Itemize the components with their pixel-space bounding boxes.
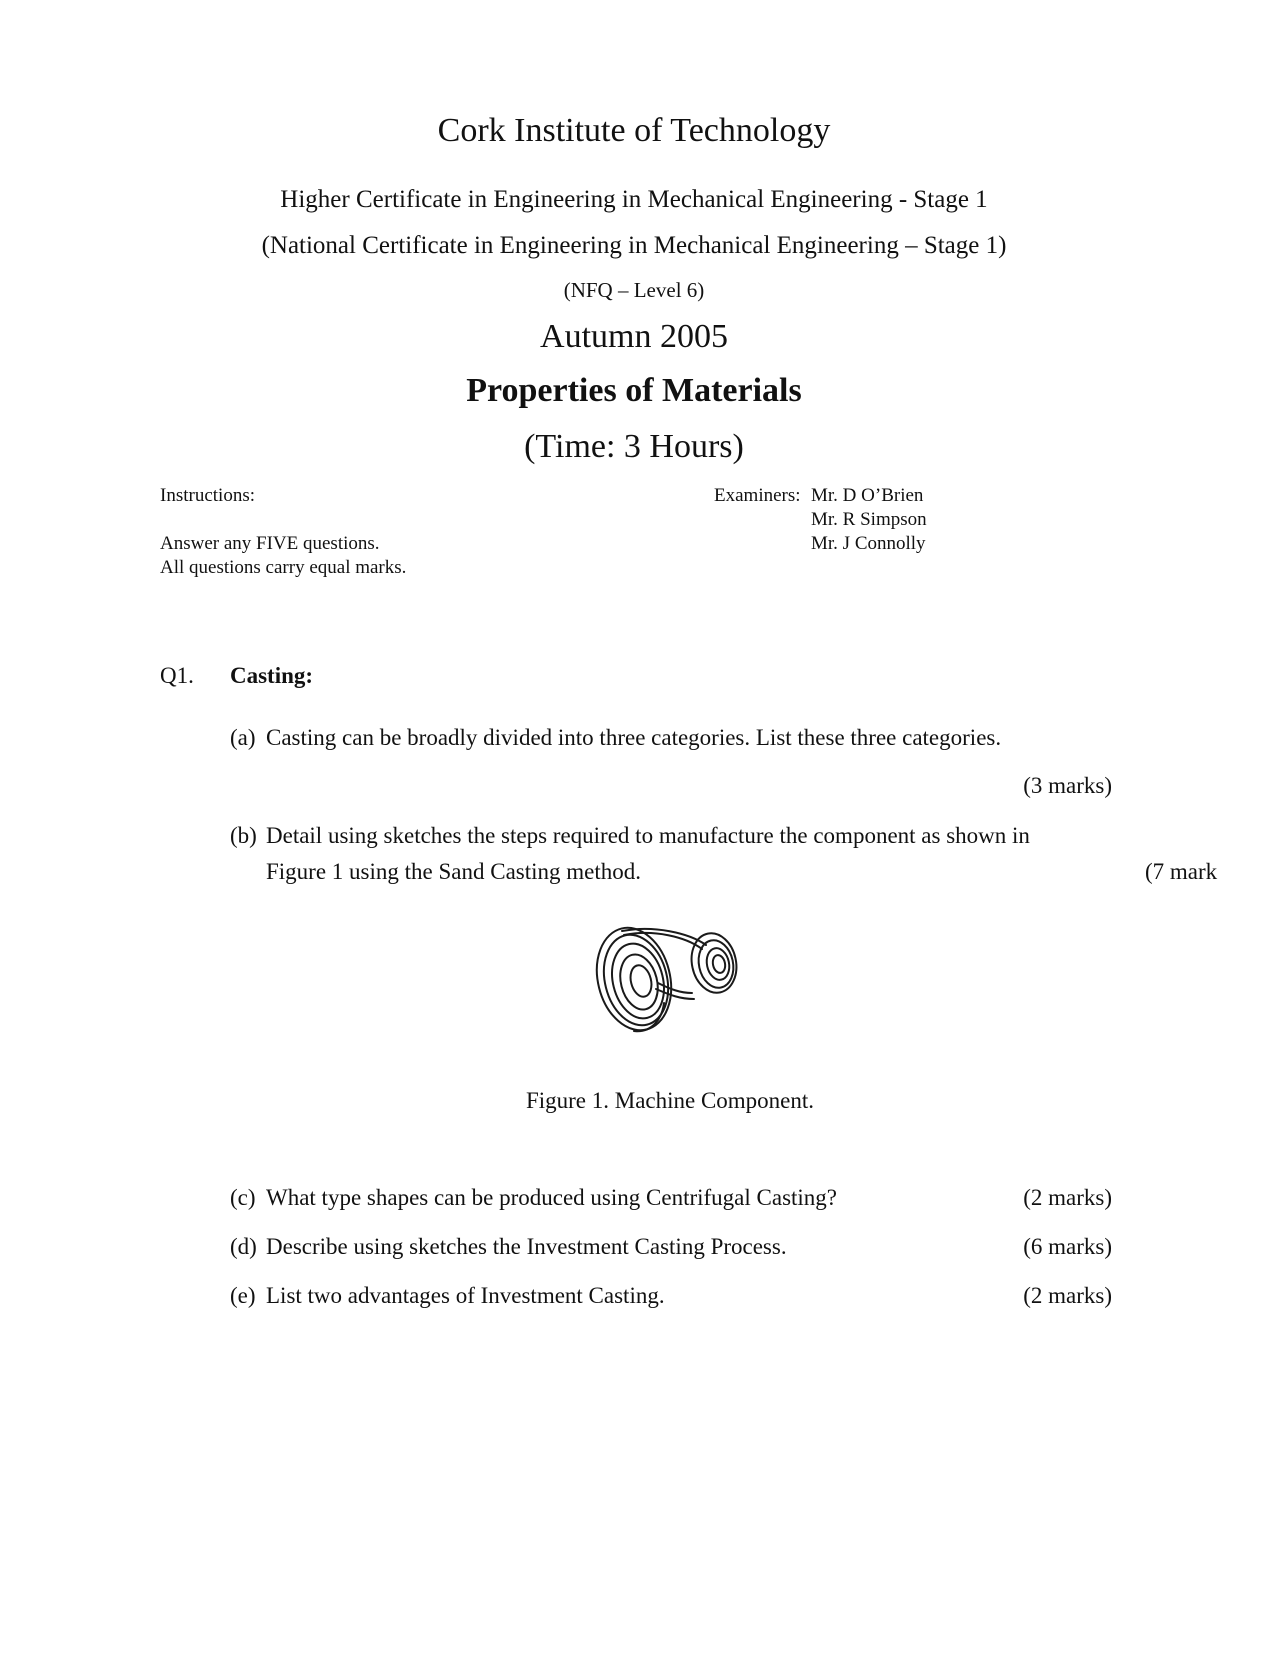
exam-duration: (Time: 3 Hours) <box>524 428 744 465</box>
part-marks: (2 marks) <box>1023 1283 1112 1308</box>
examiners-label: Examiners: <box>714 485 801 506</box>
part-letter: (d) <box>230 1234 257 1259</box>
question-number: Q1. <box>160 663 194 688</box>
question-title: Casting: <box>230 663 314 688</box>
examiner-name: Mr. R Simpson <box>811 509 927 530</box>
part-text: Casting can be broadly divided into three categories. List these three categories. <box>266 725 1002 750</box>
instructions-label: Instructions: <box>160 485 255 506</box>
instruction-line: All questions carry equal marks. <box>160 557 407 578</box>
part-letter: (e) <box>230 1283 256 1308</box>
part-letter: (b) <box>230 823 257 848</box>
part-text: Describe using sketches the Investment Casting Process. <box>266 1234 787 1259</box>
subject-title: Properties of Materials <box>466 372 802 409</box>
part-marks: (7 mark <box>1145 859 1218 884</box>
part-letter: (a) <box>230 725 256 750</box>
part-text: List two advantages of Investment Casting. <box>266 1283 665 1308</box>
machine-component-drawing <box>594 923 748 1051</box>
part-text: Detail using sketches the steps required to manufacture the component as shown in <box>266 823 1030 848</box>
part-marks: (3 marks) <box>1023 773 1112 798</box>
exam-session: Autumn 2005 <box>540 318 728 355</box>
instruction-line: Answer any FIVE questions. <box>160 533 380 554</box>
machine-component-figure <box>594 923 748 1051</box>
part-letter: (c) <box>230 1185 256 1210</box>
part-marks: (2 marks) <box>1023 1185 1112 1210</box>
programme-title: Higher Certificate in Engineering in Mechanical Engineering - Stage 1 <box>280 186 988 213</box>
part-text: Figure 1 using the Sand Casting method. <box>266 859 642 884</box>
part-marks: (6 marks) <box>1023 1234 1112 1259</box>
examiner-name: Mr. D O’Brien <box>811 485 924 506</box>
institution-title: Cork Institute of Technology <box>437 112 831 149</box>
examiner-name: Mr. J Connolly <box>811 533 926 554</box>
part-text: What type shapes can be produced using Centrifugal Casting? <box>266 1185 838 1210</box>
figure-caption: Figure 1. Machine Component. <box>525 1088 815 1113</box>
programme-alt-title: (National Certificate in Engineering in Mechanical Engineering – Stage 1) <box>261 232 1007 259</box>
nfq-level: (NFQ – Level 6) <box>563 278 705 302</box>
